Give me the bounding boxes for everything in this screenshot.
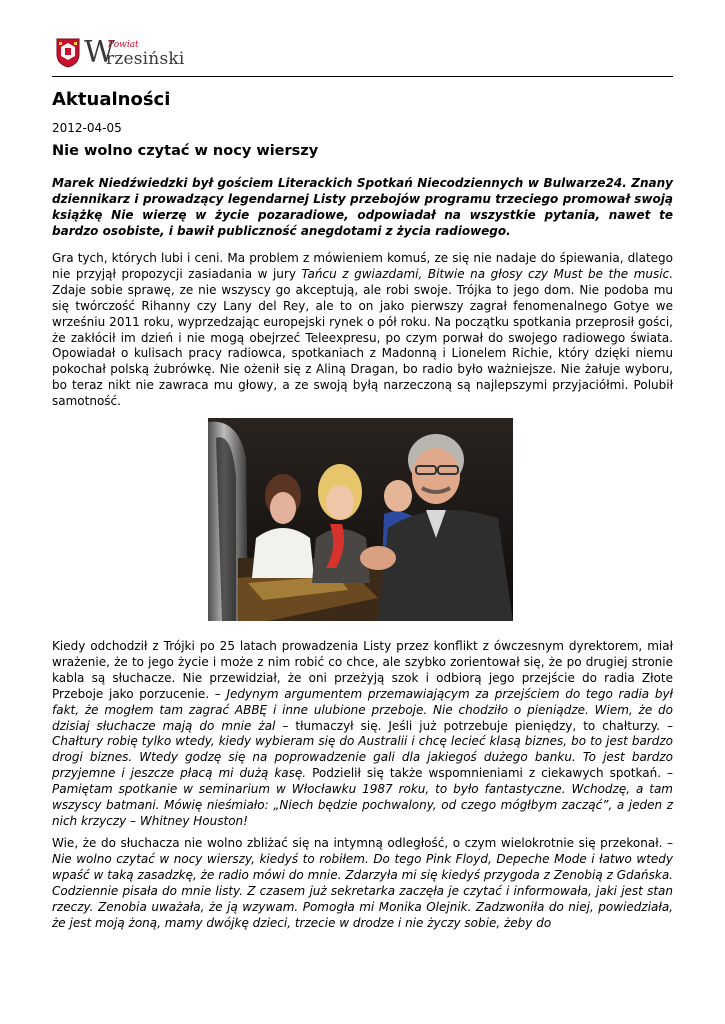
p3-text-a: Wie, że do słuchacza nie wolno zbliżać się na intymną odległość, o czym wielokrotnie się przekonał. –: [52, 836, 673, 850]
p1-text-a: Gra tych, których lubi i ceni. Ma problem z mówieniem komuś, ze się nie nadaje do śpiewania, dlatego nie przyjął propozycji zasiadania w jury: [52, 251, 673, 281]
logo-wordmark: [84, 37, 184, 69]
p2-text-c: Podzielił się także wspomnieniami z ciekawych spotkań. –: [306, 766, 674, 781]
p2-text-a: Kiedy odchodził z Trójki po 25 latach prowadzenia Listy przez konflikt z ówczesnym dyrektorem, miał wrażenie, że to jego życie i może z nim robić co chce, ale szybko zorientował się, że po drugiej stronie kabla są słuchacze. Nie przewidział, że oni przeżyją szok i odbiorą jego przejście do radia Złote Przeboje jako porzucenie. –: [52, 639, 673, 701]
site-logo[interactable]: [56, 36, 184, 70]
logo-initial: W: [84, 35, 115, 70]
p3-italic-a: Nie wolno czytać w nocy wierszy, kiedyś to robiłem. Do tego Pink Floyd, Depeche Mode i łatwo wtedy wpaść w taką zasadzkę, że radio mówi do mnie. Zdarzyła mi się kiedyś przygoda z Zenobią z Gdańska. Codziennie pisała do mnie listy. Z czasem już sekretarka zaczęła je czytać i informowała, jaki jest stan rzeczy. Zenobia uważała, że ją wzywam. Pomogła mi Monika Olejnik. Zadzwoniła do niej, powiedziała, że jest moją żoną, mamy dwójkę dzieci, trzecie w drodze i nie życzy sobie, żeby do: [52, 851, 673, 930]
event-photo-illustration: [208, 418, 513, 621]
p2-italic-c: Pamiętam spotkanie w seminarium w Włocławku 1987 roku, to było fantastyczne. Wchodzę, a tam wszyscy batmani. Mówię nieśmiało: „Niech będzie pochwalony, od czego mógłbym zacząć”, a jeden z nich krzyczy – Whitney Houston!: [52, 782, 673, 828]
article-photo: [208, 418, 513, 621]
p2-italic-a: Jedynym argumentem przemawiającym za przejściem do tego radia był fakt, że mogłem tam zagrać ABBĘ i inne ulubione przeboje. Nie chodziło o pieniądze. Wiem, że do dzisiaj słuchacze mają do mnie żal: [52, 686, 673, 733]
paragraph-3: [52, 836, 673, 931]
site-header: [52, 36, 673, 77]
article-date: 2012-04-05: [52, 121, 122, 135]
p1-text-b: Zdaje sobie sprawę, ze nie wszyscy go akceptują, ale robi swoje. Trójka to jego dom. Nie podoba mu się twórczość Rihanny czy Lany del Rey, ale to on jako pierwszy zagrał fenomenalnego Gotye we wrześniu 2011 roku, wyprzedzając europejski rynek o pół roku. Na początku spotkania przeprosił gości, że zakłócił im dzień i nie mogą obejrzeć Teleexpresu, po czym porwał do swojego radiowego świata. Opowiadał o kulisach pracy radiowca, spotkaniach z Madonną i Lionelem Richie, który dzięki niemu pokochał polską żubrówkę. Nie ożenił się z Aliną Dragan, bo radio było ważniejsze. Nie żałuje wyboru, bo teraz nikt nie zawraca mu głowy, a ze swoją byłą narzeczoną są najlepszymi przyjaciółmi. Polubił samotność.: [52, 282, 673, 409]
logo-powiat: Powiat: [108, 40, 139, 50]
section-title: Aktualności: [52, 89, 171, 110]
coat-of-arms-icon: [56, 38, 80, 68]
p2-italic-b: Chałtury robię tylko wtedy, kiedy wybieram się do Australii i chcę lecieć klasą biznes, bo to jest bardzo drogi biznes. Wtedy godzę się na poprowadzenie gali dla jakiegoś dużego banku. To jest bardzo przyjemne i jeszcze płacą mi dużą kasę.: [52, 734, 673, 781]
article-lead: Marek Niedźwiedzki był gościem Literackich Spotkań Niecodziennych w Bulwarze24. Znany dziennikarz i prowadzący legendarnej Listy przebojów programu trzeciego promował swoją książkę Nie wierzę w życie pozaradiowe, odpowiadał na wszystkie pytania, nawet te bardzo osobiste, i bawił publiczność anegdotami z życia radiowego.: [52, 176, 673, 238]
paragraph-1: [52, 251, 673, 410]
paragraph-2: [52, 639, 673, 830]
logo-name: rzesiński: [106, 49, 185, 69]
p2-text-b: – tłumaczył się. Jeśli już potrzebuje pieniędzy, to chałturzy. –: [275, 718, 674, 733]
p1-italic-a: Tańcu z gwiazdami, Bitwie na głosy czy Must be the music.: [301, 266, 674, 281]
article-title: Nie wolno czytać w nocy wierszy: [52, 143, 319, 159]
